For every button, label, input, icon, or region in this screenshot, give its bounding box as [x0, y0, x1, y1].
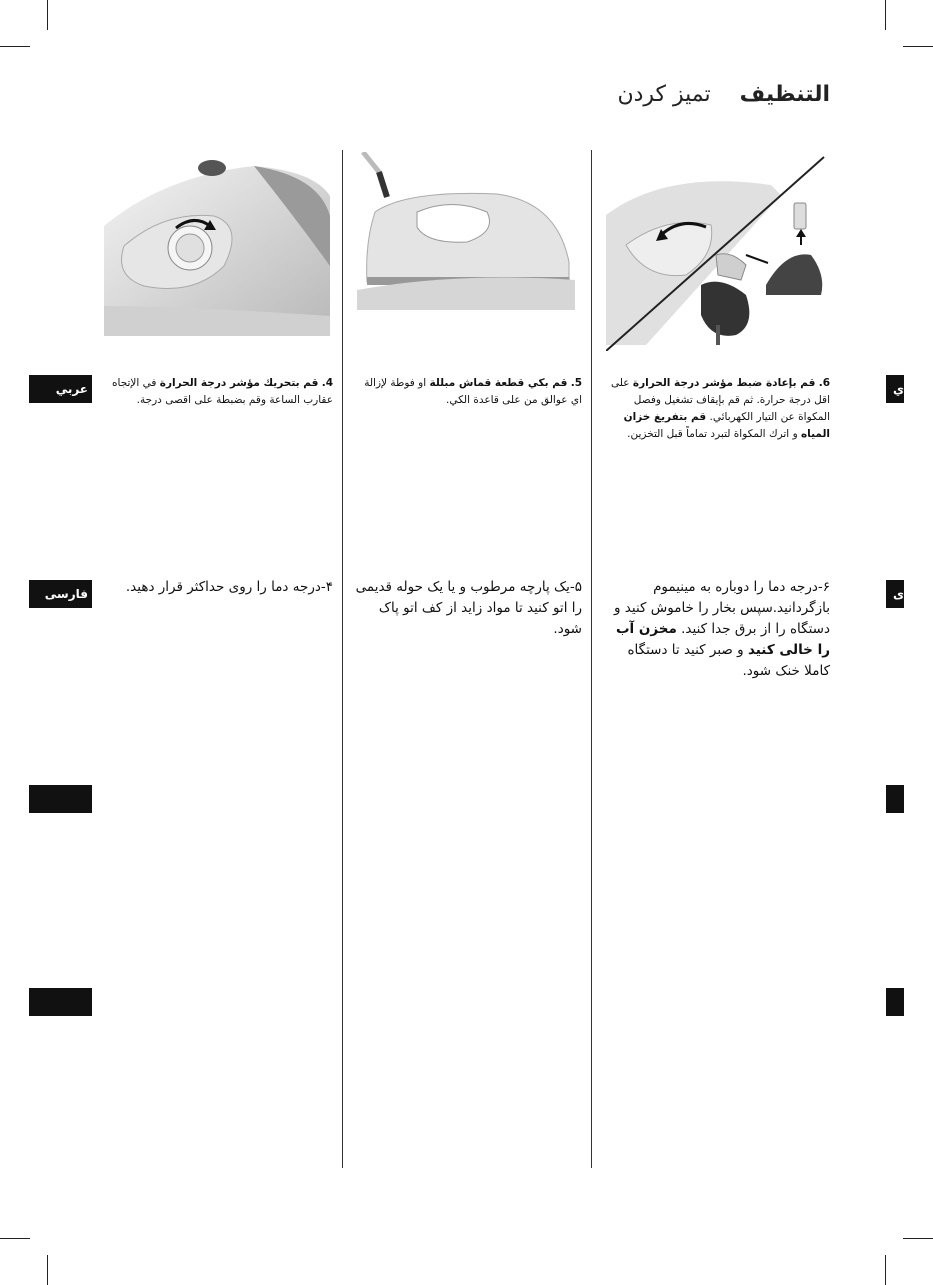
page-title-farsi: تمیز کردن [617, 82, 711, 107]
language-tab-arabic-right: ي [886, 375, 904, 403]
step-6-farsi [612, 577, 830, 682]
crop-mark [47, 0, 48, 30]
step-text: ۶-درجه دما را دوباره به مینیموم بازگردانید.سپس بخار را خاموش کنید و دستگاه را از برق جدا کنید. [614, 579, 830, 637]
step-text: ۴-درجه دما را روی حداکثر قرار دهید. [125, 579, 333, 595]
crop-mark [47, 1255, 48, 1285]
step-bold-text: قم بكي قطعة قماش مبللة [429, 377, 568, 389]
page-title [617, 82, 830, 107]
step-bold-text: قم بتحريك مؤشر درجة الحرارة [159, 377, 319, 389]
step-6-arabic [600, 375, 830, 443]
crop-mark [0, 1238, 30, 1239]
language-tab-arabic: عربي [29, 375, 92, 403]
language-tab-blank-right [886, 988, 904, 1016]
language-tab-farsi: فارسی [29, 580, 92, 608]
step-text: في الإتجاه عقارب الساعة وقم بضبطة على اقصى درجة. [112, 377, 333, 406]
step-text: ۵-یک پارچه مرطوب و یا یک حوله قدیمی را اتو کنید تا مواد زاید از کف اتو پاک شود. [355, 579, 582, 637]
crop-mark [903, 1238, 933, 1239]
step-text: و صبر کنید تا دستگاه کاملا خنک شود. [627, 642, 830, 679]
step-4-arabic [108, 375, 333, 409]
crop-mark [885, 0, 886, 30]
step-bold-text: قم بإعادة ضبط مؤشر درجة الحرارة [632, 377, 816, 389]
step-text: او فوطة لإزالة اي عوالق من على قاعدة الكي. [364, 377, 582, 406]
step-text: و اترك المكواة لتبرد تماماً قبل التخزين. [627, 428, 798, 440]
crop-mark [0, 46, 30, 47]
iron-dial-figure [104, 156, 330, 336]
step-number: 6. [818, 377, 830, 389]
step-number: 5. [570, 377, 582, 389]
iron-cloth-figure [357, 152, 575, 310]
empty-tank-figure [606, 155, 826, 351]
crop-mark [885, 1255, 886, 1285]
step-text: على اقل درجة حرارة. ثم قم بإيقاف تشغيل وفصل المكواة عن التيار الكهربائي. [611, 377, 830, 423]
step-4-farsi [108, 577, 333, 598]
language-tab-blank [29, 785, 92, 813]
column-divider [342, 150, 343, 1168]
page-title-arabic: التنظيف [739, 82, 830, 107]
step-number: 4. [321, 377, 333, 389]
step-bold-text: قم بتفريغ خزان المياه [623, 411, 830, 440]
language-tab-blank [29, 988, 92, 1016]
step-5-farsi [352, 577, 582, 640]
crop-mark [903, 46, 933, 47]
language-tab-blank-right [886, 785, 904, 813]
step-5-arabic [360, 375, 582, 409]
column-divider [591, 150, 592, 1168]
language-tab-farsi-right: ی [886, 580, 904, 608]
step-bold-text: مخزن آب را خالی کنید [615, 621, 830, 658]
